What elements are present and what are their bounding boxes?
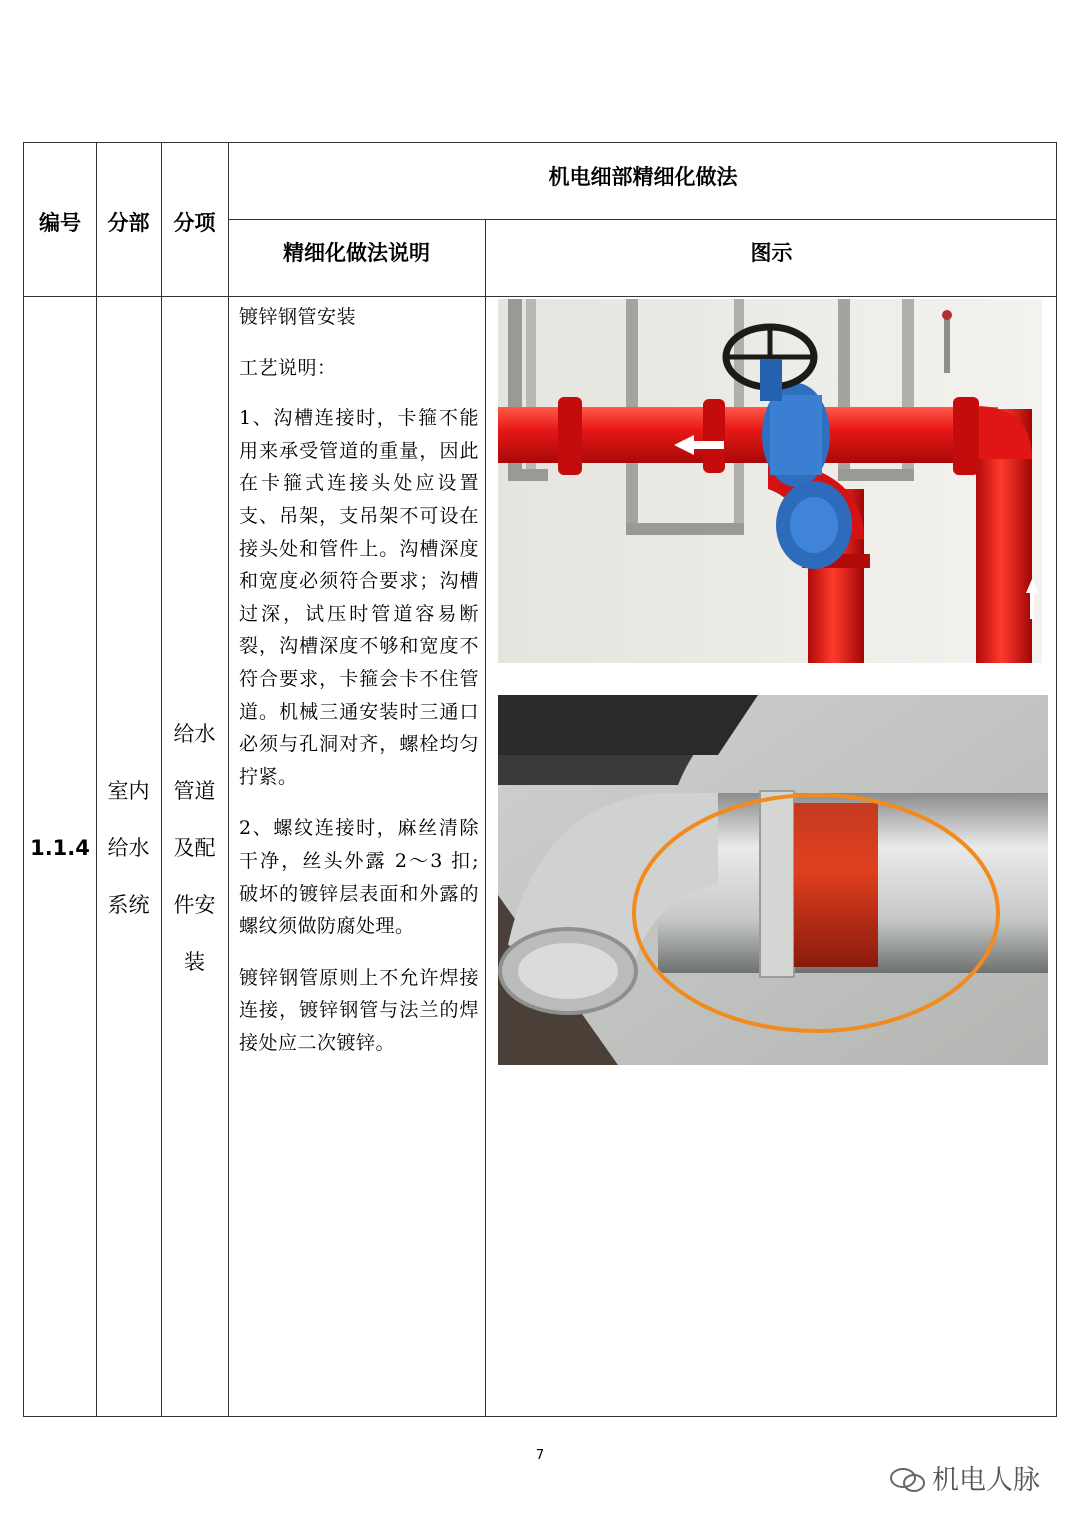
subitem-line: 管道 <box>173 779 216 803</box>
spec-table <box>23 142 1057 1417</box>
subitem-text <box>161 706 228 991</box>
col-divider <box>228 143 229 1416</box>
photo-galvanized-pipe-thread <box>498 695 1048 1065</box>
header-id: 编号 <box>39 211 81 235</box>
row-id: 1.1.4 <box>30 836 90 860</box>
header-subitem: 分项 <box>173 211 216 235</box>
subitem-line: 装 <box>184 950 205 974</box>
division-line: 室内 <box>107 779 150 803</box>
header-figure: 图示 <box>750 241 793 265</box>
subitem-line: 给水 <box>173 722 216 746</box>
subitem-line: 件安 <box>173 893 216 917</box>
section-title: 镀锌钢管安装 <box>239 306 357 328</box>
header-group: 机电细部精细化做法 <box>548 165 738 189</box>
section-subtitle: 工艺说明： <box>239 356 337 379</box>
row-divider <box>24 296 1056 297</box>
division-text <box>96 763 161 934</box>
paragraph: 2、螺纹连接时，麻丝清除干净，丝头外露 2～3 扣;破坏的镀锌层表面和外露的螺纹须做防腐处理。 <box>239 817 479 938</box>
division-line: 系统 <box>107 893 150 917</box>
watermark <box>890 1458 1040 1497</box>
page-number: 7 <box>535 1448 545 1463</box>
row-divider <box>228 219 1056 220</box>
col-divider <box>485 219 486 1416</box>
paragraph: 镀锌钢管原则上不允许焊接连接，镀锌钢管与法兰的焊接处应二次镀锌。 <box>239 966 479 1054</box>
header-desc: 精细化做法说明 <box>283 241 430 265</box>
photo-red-pipe-valve <box>498 299 1042 663</box>
header-division: 分部 <box>107 211 150 235</box>
division-line: 给水 <box>107 836 150 860</box>
paragraph: 1、沟槽连接时，卡箍不能用来承受管道的重量，因此在卡箍式连接头处应设置支、吊架，支吊架不可设在接头处和管件上。沟槽深度和宽度必须符合要求；沟槽过深，试压时管道容易断裂，沟槽深度不够和宽度不符合要求，卡箍会卡不住管道。机械三通安装时三通口必须与孔洞对齐，螺栓均匀拧紧。 <box>239 407 479 788</box>
watermark-text: 机电人脉 <box>932 1465 1040 1496</box>
wechat-icon <box>890 1467 926 1493</box>
description <box>239 301 479 1078</box>
subitem-line: 及配 <box>173 836 216 860</box>
